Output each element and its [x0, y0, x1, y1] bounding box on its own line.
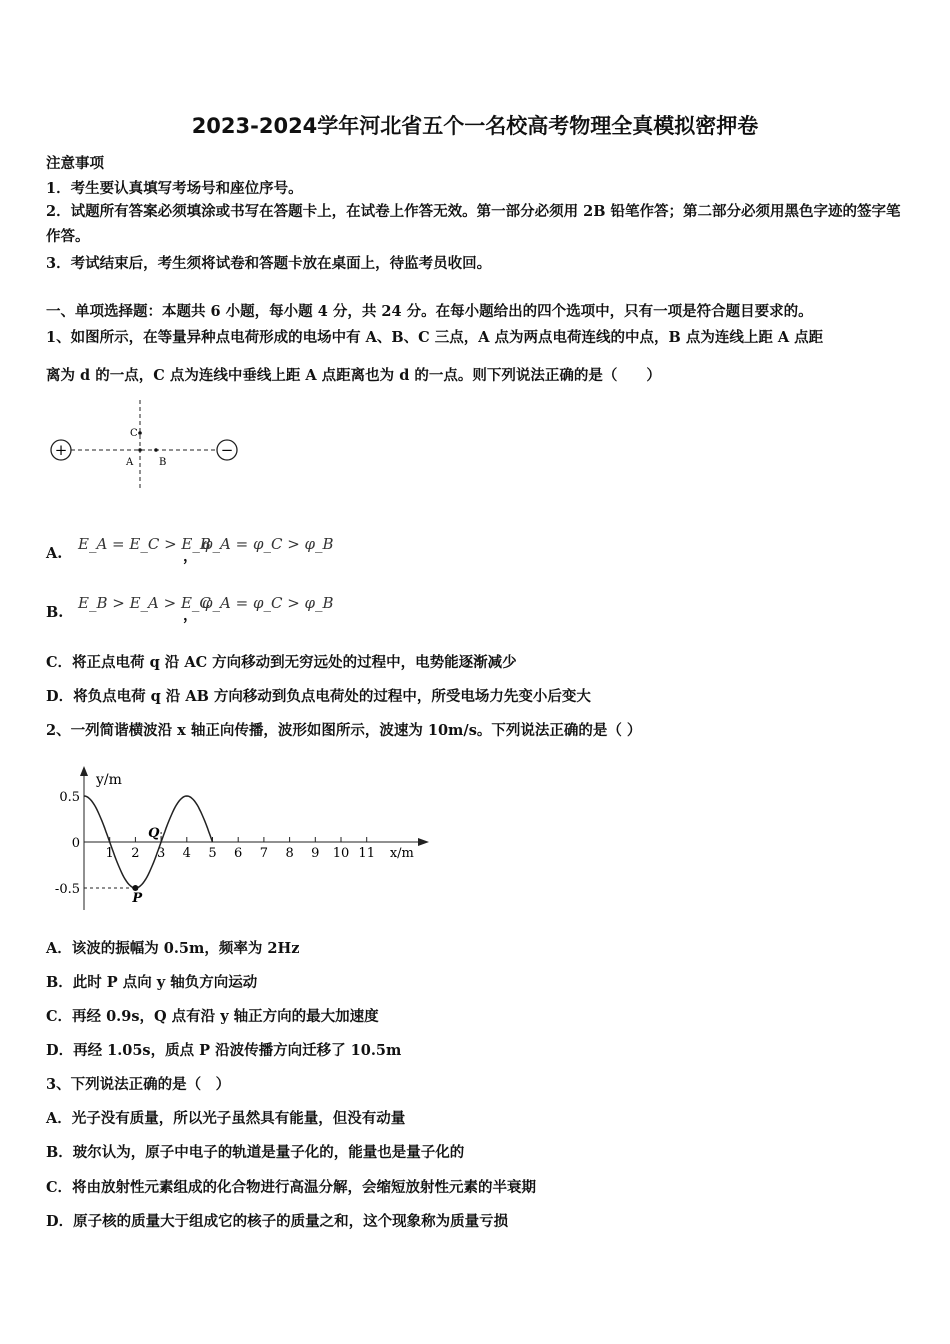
label-b: B — [159, 457, 167, 468]
q1-option-b-field: E_B > E_A > E_C — [78, 594, 211, 612]
q1-option-b-label: B. — [46, 604, 64, 621]
charge-field-figure — [44, 396, 244, 492]
q3-stem: 3、下列说法正确的是（ ） — [46, 1076, 231, 1093]
q1-stem-line1: 1、如图所示，在等量异种点电荷形成的电场中有 A、B、C 三点，A 点为两点电荷连线的中点，B 点为连线上距 A 点距 — [46, 329, 824, 346]
q1-option-b-potential: φ_A = φ_C > φ_B — [202, 594, 334, 612]
x-tick-label: 10 — [332, 846, 350, 861]
q3-option-d: D．原子核的质量大于组成它的核子的质量之和，这个现象称为质量亏损 — [46, 1213, 509, 1230]
q2-option-c: C．再经 0.9s，Q 点有沿 y 轴正方向的最大加速度 — [46, 1008, 379, 1025]
q2-option-d: D．再经 1.05s，质点 P 沿波传播方向迁移了 10.5m — [46, 1042, 402, 1059]
x-axis-label: x/m — [389, 846, 414, 861]
notice-item-1: 1．考生要认真填写考场号和座位序号。 — [46, 180, 303, 197]
point-b — [154, 448, 158, 452]
q1-stem-line2: 离为 d 的一点，C 点为连线中垂线上距 A 点距离也为 d 的一点。则下列说法正确的是（ ） — [46, 367, 661, 384]
q3-option-c: C．将由放射性元素组成的化合物进行高温分解，会缩短放射性元素的半衰期 — [46, 1179, 537, 1196]
q2-option-b: B．此时 P 点向 y 轴负方向运动 — [46, 974, 258, 991]
y-axis-label: y/m — [96, 772, 122, 788]
q1-option-a-potential: φ_A = φ_C > φ_B — [202, 535, 334, 553]
q3-option-b: B．玻尔认为，原子中电子的轨道是量子化的，能量也是量子化的 — [46, 1144, 465, 1161]
y-tick-label: -0.5 — [54, 882, 80, 897]
q1-option-a-field: E_A = E_C > E_B — [78, 535, 211, 553]
q1-option-b-sep: ， — [183, 607, 198, 624]
q2-option-a: A．该波的振幅为 0.5m，频率为 2Hz — [46, 940, 300, 957]
x-tick-label: 9 — [311, 846, 320, 861]
point-label-p: P — [132, 891, 143, 906]
x-axis-arrow-icon — [418, 838, 429, 846]
negative-sign: − — [220, 441, 234, 459]
x-tick-label: 3 — [156, 846, 166, 861]
positive-sign: + — [54, 441, 68, 459]
x-tick-label: 7 — [259, 846, 269, 861]
y-tick-label: 0.5 — [59, 790, 80, 805]
notice-item-2: 2．试题所有答案必须填涂或书写在答题卡上，在试卷上作答无效。第一部分必须用 2B 铅笔作答；第二部分必须用黑色字迹的签字笔作答。 — [46, 203, 901, 245]
point-a — [138, 448, 142, 452]
point-label-q: Q — [148, 826, 160, 841]
notice-heading: 注意事项 — [46, 155, 104, 172]
x-tick-label: 8 — [285, 846, 294, 861]
y-axis-arrow-icon — [80, 766, 88, 776]
q1-option-d: D．将负点电荷 q 沿 AB 方向移动到负点电荷处的过程中，所受电场力先变小后变大 — [46, 688, 591, 705]
x-tick-label: 1 — [105, 846, 114, 861]
x-tick-label: 6 — [234, 846, 243, 861]
q1-option-a-sep: ， — [183, 548, 198, 565]
page-title: 2023-2024学年河北省五个一名校高考物理全真模拟密押卷 — [191, 114, 759, 138]
y-tick-label: 0 — [71, 836, 80, 851]
q1-option-a-label: A. — [46, 545, 63, 562]
q2-stem: 2、一列简谐横波沿 x 轴正向传播，波形如图所示，波速为 10m/s。下列说法正确的是（ ） — [46, 722, 642, 739]
x-tick-label: 11 — [358, 846, 375, 861]
x-tick-label: 5 — [208, 846, 217, 861]
wave-chart — [40, 760, 440, 920]
q3-option-a: A．光子没有质量，所以光子虽然具有能量，但没有动量 — [46, 1110, 406, 1127]
section-heading: 一、单项选择题：本题共 6 小题，每小题 4 分，共 24 分。在每小题给出的四个选项中，只有一项是符合题目要求的。 — [46, 303, 813, 320]
notice-item-3: 3．考试结束后，考生须将试卷和答题卡放在桌面上，待监考员收回。 — [46, 255, 492, 272]
label-a: A — [126, 457, 134, 468]
x-tick-label: 4 — [182, 846, 191, 861]
label-c: C — [130, 428, 138, 439]
point-c — [138, 431, 142, 435]
x-tick-label: 2 — [131, 846, 140, 861]
q1-option-c: C．将正点电荷 q 沿 AC 方向移动到无穷远处的过程中，电势能逐渐减少 — [46, 654, 517, 671]
